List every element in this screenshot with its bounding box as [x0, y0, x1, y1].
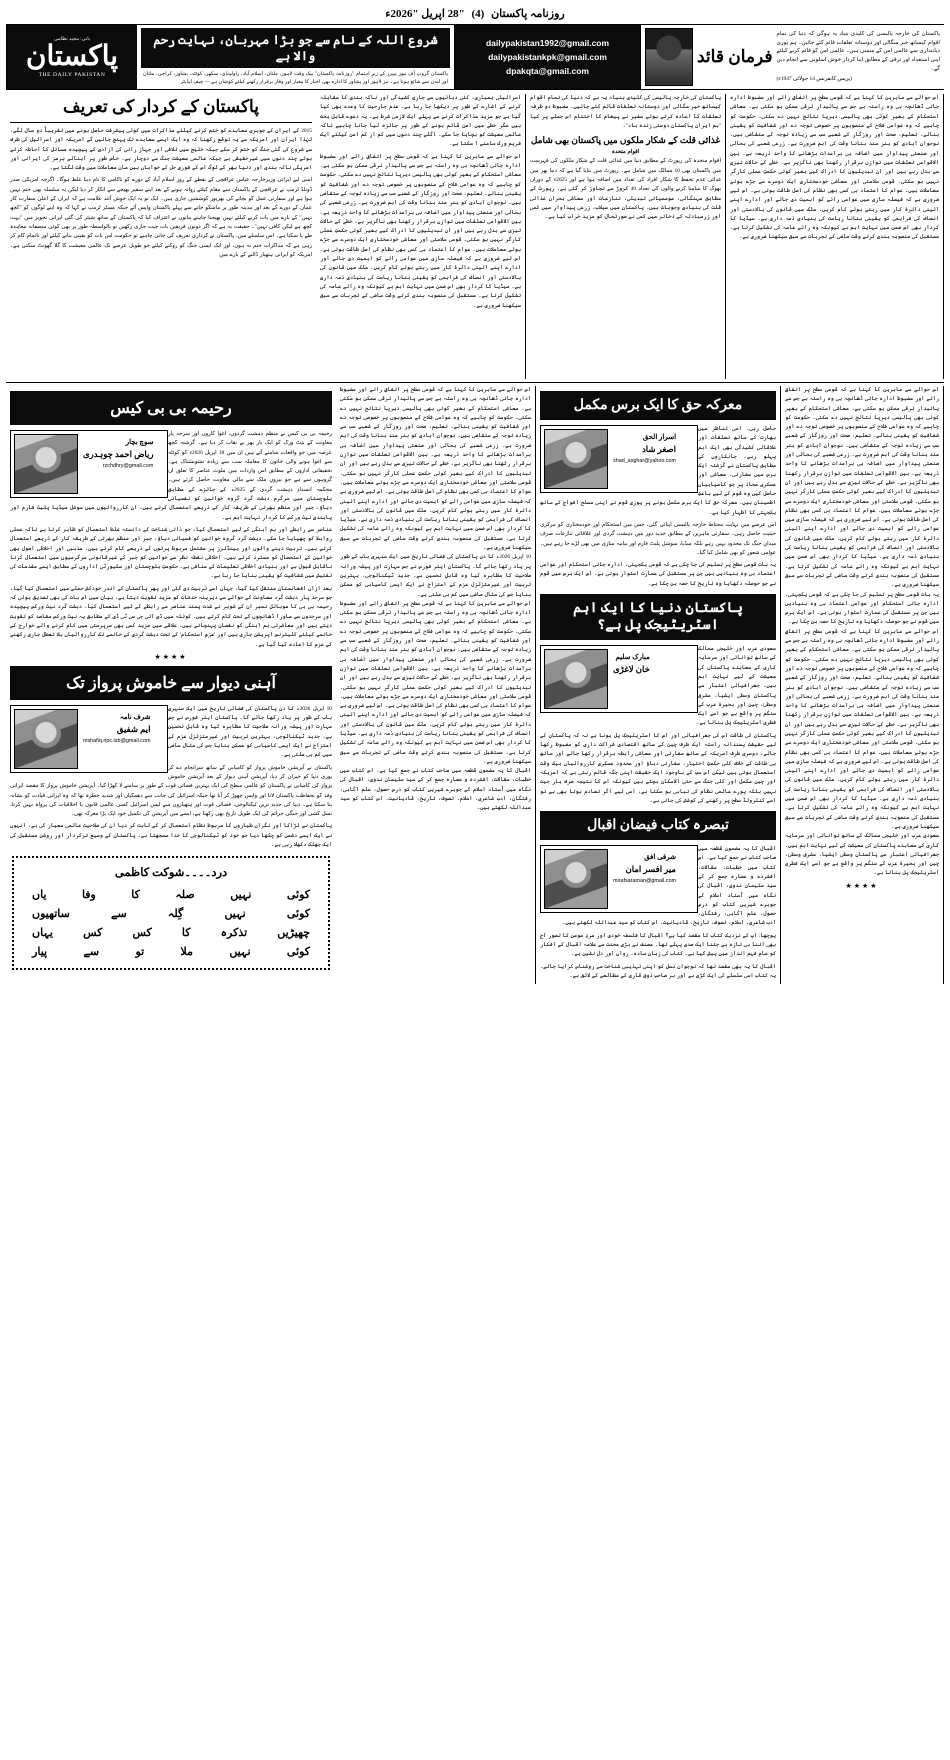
poem-word: گِلہ: [167, 908, 184, 921]
top-column-5: [726, 94, 944, 379]
poem-word: چھیڑیں: [277, 927, 310, 940]
ahani-para-2: پاکستان نے آپریشن خاموش پرواز کو کامیابی کے ساتھ سرانجام دے کر پوری دنیا کو حیران کر دیا، آپریشن آہنی دیوار کے بعد آپریشن خاموش پرواز کی کامیابی نے پاکستان کو عالمی سطح کی ایک بہترین فضائی قوت کے طور پر سامنے لا کھڑا کیا۔ آپریشن خاموش پرواز کا مقصد ایرانی وفد کو بحفاظت پاکستان لانا اور واپس چھوڑ کر آنا تھا جبکہ اسرائیل کی جانب سے دھمکیاں اور شدید خطرہ تھا کہ وہ ایرانی قیادت کو نشانہ بنا سکتا ہے۔ دنیا کی جدید ترین ٹیکنالوجی، فضائی قوت اور ہتھیاروں سے لیس اسرائیل کسی عالمی قانون یا اخلاقیات کی پرواہ نہیں کرتا، نسل کشی اور جنگی جرائم کی ایک طویل تاریخ بھی رکھتا ہے، ایسے میں آپریشن کی تکمیل خود ایک بڑا معرکہ تھی۔: [10, 764, 332, 818]
poem-word: ملا: [180, 946, 193, 959]
masthead-founder: بانی: مجید نظامی: [53, 37, 91, 42]
food-shortage-byline: اقوام متحدہ: [611, 149, 640, 156]
lead-para-2: اسی لیے ایرانی وزیرخارجہ عباس عراقچی کے نقطے کے روز اسلام آباد کے دورے کو ناکامی کا نام دینا غلط ہوگا۔ اگرچہ امریکی صدر ڈونلڈ ٹرمپ نے عراقچی کے پاکستان سے مقام کیلئے روانہ ہونے کے بعد اپنے سفیر بھیجے سے انکار کر دیا لیکن یہ سلسلہ بھی ختم نہیں ہوا ہے اور سفارتی عمل کو بچانے کی بھرپور کوششیں جاری ہیں۔ ایک تو یہ ایک خوش آئند علامت ہے کہ ایران کے اعلیٰ سفارت کار عمان کے دورے کے بعد اور مدینہ طور پر ماسکو جانے سے پہلے پاکستان واپس آئے جبکہ مسٹر ٹرمپ نے کہا کہ وہ اپنے لوگوں کو "کچھ نہیں" کے بارے میں بات کرنے کیلئے نہیں بھیجنا چاہتے مانوں نے اعتراف کیا کہ پاکستان کے ساتھ شیئر کی گئی ایرانی تجویز میں "بہت کچھ ہے لیکن کافی نہیں"۔ حقیقت یہ ہے کہ اگر دونوں فریقین بات چیت جاری رکھیں تو بالواسطہ طور پر بھی کوئی منصفانہ معاہدہ طے پا سکتا ہے۔ اس سلسلے میں، پاکستان نے کرداری تعریف کی جانی چاہیے تو حکومت اس بات کو یقینی بنانے کیلئے اور ناتمام کام کر رہی ہے کہ مذاکرات ختم نہ ہوں، اور ایک ایسی جنگ کو روکنے کیلئے جو طویل عرصے تک عالمی معیشت کا گلا گھونٹ سکتی ہے۔ امریکہ کو ایرانی ہتھیار ڈالنے کے بارے میں: [10, 177, 312, 258]
food-shortage-body: اقوام متحدہ کی رپورٹ کے مطابق دنیا میں غذائی قلت کے شکار ملکوں کی فہرست میں پاکستان بھی 10 ممالک میں شامل ہے۔ رپورٹ میں بتایا گیا ہے کہ دنیا بھر میں غذائی عدم تحفظ کا شکار افراد کی تعداد میں اضافہ ہوا ہے اور 2025ء کے دوران بھوک کا سامنا کرنے والوں کی تعداد 40 کروڑ سے تجاوز کر گئی ہے۔ رپورٹ کے مطابق مہنگائی، موسمیاتی تبدیلی، تنازعات اور معاشی بحران غذائی قلت کی بنیادی وجوہات ہیں۔ پاکستان میں سیلاب، زرعی پیداوار میں کمی اور زرمبادلہ کے ذخائر میں کمی نے صورتحال کو مزید خراب کیا ہے۔: [530, 158, 721, 221]
poem-word: وفا: [81, 889, 96, 902]
poem-word: سے: [111, 908, 127, 921]
author-column-name: شرقی افق: [644, 853, 676, 862]
maarka-para-3: یہ بات قومی سطح پر تسلیم کی جا چکی ہے کہ قومی یکجہتی، ادارہ جاتی استحکام اور عوامی اعتماد ہی وہ بنیادیں ہیں جن پر مستقبل کی عمارت استوار ہوتی ہے۔ اس ایک برس میں قوم نے جو حوصلہ دکھایا وہ تاریخ کا حصہ بن چکا ہے۔: [540, 562, 776, 587]
opinion-column-2-body: اس حوالے سے ماہرین کا کہنا ہے کہ قومی سطح پر اتفاقِ رائے اور مضبوط ادارہ جاتی ڈھانچہ ہی وہ راستہ ہے جس سے پائیدار ترقی ممکن ہو سکتی ہے۔ معاشی استحکام کے بغیر کوئی بھی پالیسی دیرپا نتائج نہیں دے سکتی۔ حکومت کو چاہیے کہ وہ عوامی فلاح کے منصوبوں پر خصوصی توجہ دے اور شفافیت کو یقینی بنائے۔ تعلیم، صحت اور روزگار کے شعبے سب سے زیادہ توجہ کے متقاضی ہیں۔ نوجوان آبادی کو ہنر مند بنانا وقت کی اہم ضرورت ہے۔ زرعی شعبے کی بحالی اور صنعتی پیداوار میں اضافہ ہی برآمدات بڑھانے کا واحد ذریعہ ہے۔ بین الاقوامی تعلقات میں توازن برقرار رکھنا بھی ناگزیر ہے۔ خطے کے حالات تیزی سے بدل رہے ہیں اور ان تبدیلیوں کا ادراک کیے بغیر کوئی حکمتِ عملی کارگر نہیں ہو سکتی۔ قومی سلامتی اور معاشی خودمختاری ایک دوسرے سے جڑے ہوئے معاملات ہیں۔ عوام کا اعتماد ہی کسی بھی نظام کی اصل طاقت ہوتی ہے۔ اس لیے ضروری ہے کہ فیصلہ سازی میں عوامی رائے کو اہمیت دی جائے اور ادارے اپنے آئینی دائرۂ کار میں رہتے ہوئے کام کریں۔ ملک میں قانون کی بالادستی اور انصاف کی فراہمی کو یقینی بنانا ریاست کی بنیادی ذمہ داری ہے۔ میڈیا کا کردار بھی اس ضمن میں نہایت اہم ہے کیونکہ وہ رائے عامہ کی تشکیل کرتا ہے۔ مستقبل کی منصوبہ بندی کرتے وقت ماضی کے تجربات سے سبق سیکھنا ضروری ہے۔: [340, 387, 531, 552]
author-meta: [83, 709, 151, 744]
masthead-emails: [454, 25, 641, 89]
poem-word: صلہ: [175, 889, 195, 902]
email-2[interactable]: dailypakistankpk@gmail.com: [488, 52, 607, 62]
section-divider-1: [6, 382, 944, 383]
author-email[interactable]: shad_asghar@yahoo.com: [613, 458, 677, 464]
top-news-zone: [6, 94, 944, 379]
article-maarka-haq-byline: [540, 425, 698, 493]
top-column-4-body: پاکستان کی خارجہ پالیسی کی کلیدی بنیاد یہ ہے کہ دنیا کی تمام اقوام کیساتھ خیر سگالی اور دوستانہ تعلقات قائم کئے جائیں۔ مضبوط دو طرفہ تعلقات کا اعادہ کرتے ہوئے سفیر نے پیغام کا اختتام اس جملے پر کیا "ہم ایران پاکستان دوستی زندہ باد"۔: [530, 95, 721, 129]
author-name: خان لاغڑی: [613, 664, 650, 675]
top-column-5-body: اس حوالے سے ماہرین کا کہنا ہے کہ قومی سطح پر اتفاقِ رائے اور مضبوط ادارہ جاتی ڈھانچہ ہی وہ راستہ ہے جس سے پائیدار ترقی ممکن ہو سکتی ہے۔ معاشی استحکام کے بغیر کوئی بھی پالیسی دیرپا نتائج نہیں دے سکتی۔ حکومت کو چاہیے کہ وہ عوامی فلاح کے منصوبوں پر خصوصی توجہ دے اور شفافیت کو یقینی بنائے۔ تعلیم، صحت اور روزگار کے شعبے سب سے زیادہ توجہ کے متقاضی ہیں۔ نوجوان آبادی کو ہنر مند بنانا وقت کی اہم ضرورت ہے۔ زرعی شعبے کی بحالی اور صنعتی پیداوار میں اضافہ ہی برآمدات بڑھانے کا واحد ذریعہ ہے۔ بین الاقوامی تعلقات میں توازن برقرار رکھنا بھی ناگزیر ہے۔ خطے کے حالات تیزی سے بدل رہے ہیں اور ان تبدیلیوں کا ادراک کیے بغیر کوئی حکمتِ عملی کارگر نہیں ہو سکتی۔ قومی سلامتی اور معاشی خودمختاری ایک دوسرے سے جڑے ہوئے معاملات ہیں۔ عوام کا اعتماد ہی کسی بھی نظام کی اصل طاقت ہوتی ہے۔ اس لیے ضروری ہے کہ فیصلہ سازی میں عوامی رائے کو اہمیت دی جائے اور ادارے اپنے آئینی دائرۂ کار میں رہتے ہوئے کام کریں۔ ملک میں قانون کی بالادستی اور انصاف کی فراہمی کو یقینی بنانا ریاست کی بنیادی ذمہ داری ہے۔ میڈیا کا کردار بھی اس ضمن میں نہایت اہم ہے کیونکہ وہ رائے عامہ کی تشکیل کرتا ہے۔ مستقبل کی منصوبہ بندی کرتے وقت ماضی کے تجربات سے سبق سیکھنا ضروری ہے۔: [730, 95, 939, 241]
top-column-3-filler: اس حوالے سے ماہرین کا کہنا ہے کہ قومی سطح پر اتفاقِ رائے اور مضبوط ادارہ جاتی ڈھانچہ ہی وہ راستہ ہے جس سے پائیدار ترقی ممکن ہو سکتی ہے۔ معاشی استحکام کے بغیر کوئی بھی پالیسی دیرپا نتائج نہیں دے سکتی۔ حکومت کو چاہیے کہ وہ عوامی فلاح کے منصوبوں پر خصوصی توجہ دے اور شفافیت کو یقینی بنائے۔ تعلیم، صحت اور روزگار کے شعبے سب سے زیادہ توجہ کے متقاضی ہیں۔ نوجوان آبادی کو ہنر مند بنانا وقت کی اہم ضرورت ہے۔ زرعی شعبے کی بحالی اور صنعتی پیداوار میں اضافہ ہی برآمدات بڑھانے کا واحد ذریعہ ہے۔ بین الاقوامی تعلقات میں توازن برقرار رکھنا بھی ناگزیر ہے۔ خطے کے حالات تیزی سے بدل رہے ہیں اور ان تبدیلیوں کا ادراک کیے بغیر کوئی حکمتِ عملی کارگر نہیں ہو سکتی۔ قومی سلامتی اور معاشی خودمختاری ایک دوسرے سے جڑے ہوئے معاملات ہیں۔ عوام کا اعتماد ہی کسی بھی نظام کی اصل طاقت ہوتی ہے۔ اس لیے ضروری ہے کہ فیصلہ سازی میں عوامی رائے کو اہمیت دی جائے اور ادارے اپنے آئینی دائرۂ کار میں رہتے ہوئے کام کریں۔ ملک میں قانون کی بالادستی اور انصاف کی فراہمی کو یقینی بنانا ریاست کی بنیادی ذمہ داری ہے۔ میڈیا کا کردار بھی اس ضمن میں نہایت اہم ہے کیونکہ وہ رائے عامہ کی تشکیل کرتا ہے۔ مستقبل کی منصوبہ بندی کرتے وقت ماضی کے تجربات سے سبق سیکھنا ضروری ہے۔: [319, 153, 521, 309]
opinion-column-3: [536, 386, 781, 984]
poem-word: کوئی: [286, 946, 310, 959]
poem-word: کوئی: [286, 908, 310, 921]
quaid-quote-title: فرمان قائد: [697, 47, 773, 66]
poem-word: پیار: [32, 946, 48, 959]
poem-word: تذکرہ: [220, 927, 248, 940]
top-column-3-body: اسرائیلی بمباری، کئی دہائیوں سے جاری کشیدگی اور ناکہ بندی کا مقابلہ کرنے کے اشارے کے طور پر دیکھا جا رہا ہے۔ عدم جارحیت کا وعدہ بھی کیا گیا ہے جو مزید مذاکرات کرنے سے پہلے ایک لازمی شرط ہے۔ یہ دعوے قابل بحث ہیں مگر خطے میں امن قائم ہونے کے طور پر جائزہ لیا جانا چاہیے تاکہ عالمی معیشت کو بچایا جا سکے۔ اگلے چند دنوں میں کم از کم امن کیلئے ایک فریم ورک سامنے آ سکتا ہے۔: [320, 95, 521, 148]
article-strategic-bridge-headline: پاکستان دنیا کا ایک اہم اسٹریٹیجک پل ہے؟: [540, 594, 776, 640]
faizan-para-2: پوچھا: آپ کے نزدیک کتاب کا مقصد کیا ہے؟ اقبال کا فلسفہ خودی اور مردِ مومن کا تصور آج بھی اتنا ہی تازہ ہے جتنا ایک صدی پہلے تھا۔ مصنف نے بڑی محنت سے علامہ اقبال کے افکار کو عام فہم انداز میں پیش کیا ہے۔ کتاب کی زبان سادہ، رواں اور دل نشین ہے۔: [540, 932, 776, 958]
opinion-zone-upper: [6, 386, 944, 984]
ahani-para-1: 10 اپریل 2026ء کا دن پاکستان کی فضائی تاریخ میں ایک سنہری باب کے طور پر یاد رکھا جائے گا۔ پاکستان ایئر فورس نے جس مہارت اور پیشہ ورانہ صلاحیت کا مظاہرہ کیا وہ قابلِ تحسین ہے۔ جدید ٹیکنالوجی، بہترین تربیت اور غیرمتزلزل عزم کے امتزاج نے ایک ایسی کامیابی کو ممکن بنایا جس کی مثال ماضی میں کم ہی ملتی ہے۔: [168, 705, 332, 759]
poem-word: ساتھیوں: [32, 908, 70, 921]
author-email[interactable]: mirafsaraman@gmail.com: [613, 878, 676, 885]
article-end-stars: ★★★★: [845, 881, 879, 890]
poem-word: تو: [135, 946, 145, 959]
author-photo: [14, 709, 78, 769]
maarka-para-2: اس عرصے میں نہایت محتاط خارجہ پالیسی اپنائی گئی، جس میں استحکام اور خودمختاری کو مرکزی حیثیت حاصل رہی۔ سفارتی ماہرین کے مطابق جدید دور میں دہشت گردی اور علاقائی تنازعات صرف میدانِ جنگ تک محدود نہیں رہے بلکہ میڈیا، سوشل پلیٹ فارم اور بیانیہ سازی میں بھی لڑے جا رہے ہیں۔ عوامی شعور کو بھی شامل کیا گیا۔: [540, 521, 776, 556]
article-rahima-bibi: [6, 386, 336, 984]
author-name: میر افسر امان: [625, 864, 676, 875]
author-meta: [83, 434, 153, 469]
quaid-quote-block: [641, 25, 944, 89]
rahima-para-2: عناصر سے رابطے اور ہم آہنگی کے لیے استعمال کیا، جو ذاتی شناخت کے دانستہ غلط استعمال کو ظاہر کرتا ہے تاکہ عملی روابط کو چھپایا جا سکے۔ دہشت گرد گروہ خواتین کو فسیاتی دباؤ، جبر اور منظم بھرتی کے طریقہ کار کے ذریعے استعمال کرتے ہیں۔ تربیت دینے والوں اور ہینڈلرز پر مشتمل مربوط پرتوں کے ذریعے کام کرتے ہیں۔ مذہبی اور اخلاقی اصول بھی خواتین کے استحصال کو مسترد کرتے ہیں۔ اخلاقی نقطہ نظر سے خواتین کو جبر کے غیرقانونی سرگرمیوں میں استعمال کرنا ناقابل قبول ہے اور بنیادی اخلاقی تعلیمات کے منافی ہے۔ حکومتِ بلوچستان اور سکیورٹی اداروں کے مطابق ایسے مقدمات کی تفتیش میں شفافیت کو یقینی بنایا جا رہا ہے۔: [10, 526, 332, 580]
dateline-page-no: (4): [471, 8, 485, 20]
author-name: ریاض احمد چوہدری: [83, 449, 154, 459]
author-name: اصغر شاد: [642, 444, 677, 454]
poem-line: [24, 885, 318, 904]
author-email[interactable]: mshafiq.npc.isb@gmail.com: [83, 737, 151, 744]
quaid-quote-body: پاکستان کی خارجہ پالیسی کی کلیدی بنیاد یہ ہوگی کہ دنیا کی تمام اقوام کیساتھ خیر سگالی اور دوستانہ تعلقات قائم کئے جائیں۔ ہم پوری دیانتداری سے عالمی امن کے متمنی ہیں۔ عالمی امن کو قائم کرنے کیلئے اپنی استعداد اور ترقی کے مطابق اپنا کردار خوش اسلوبی سے انجام دیں گے۔: [776, 31, 940, 72]
author-email[interactable]: rzchdhry@gmail.com: [102, 463, 154, 469]
email-3[interactable]: dpakqta@gmail.com: [506, 66, 589, 76]
opinion-column-4-body-extra3: سعودی عرب اور خلیجی ممالک کے ساتھ توانائی اور سرمایہ کاری کے معاہدے پاکستان کی معیشت کے لیے نہایت اہم ہیں۔ جغرافیائی اعتبار سے پاکستان وسطی ایشیا، مشرق وسطیٰ، چین اور بحیرۂ عرب کے سنگم پر واقع ہے جو اسے ایک فطری اسٹریٹیجک پل بناتا ہے۔: [785, 833, 939, 877]
article-end-stars: ★★★★: [154, 652, 188, 661]
masthead-urdu-name: پاکستان: [25, 41, 119, 72]
dateline-publication: روزنامہ پاکستان: [491, 8, 565, 20]
opinion-column-4-body-extra: یہ بات قومی سطح پر تسلیم کی جا چکی ہے کہ قومی یکجہتی، ادارہ جاتی استحکام اور عوامی اعتماد ہی وہ بنیادیں ہیں جن پر مستقبل کی عمارت استوار ہوتی ہے۔ اس ایک برس میں قوم نے جو حوصلہ دکھایا وہ تاریخ کا حصہ بن چکا ہے۔: [785, 591, 939, 626]
poem-word: نہیں: [229, 946, 251, 959]
email-1[interactable]: dailypakistan1992@gmail.com: [485, 38, 610, 48]
masthead-logo[interactable]: [6, 25, 137, 89]
poem-word: نہیں: [224, 908, 246, 921]
rahima-para-3: بعد ازاں افغانستان منتقل کیا گیا، جہاں اسے تربیت دی گئی اور پھر پاکستان کے اندر خودکش حملے میں استعمال کیا گیا، جو سرحد پار دہشت گرد معاونت کے حوالے سے دیرینہ خدشات کو مزید تقویت دیتا ہے۔ بیان میں اس بات کی بھی تصدیق ہوئی کہ رحیمہ بی بی کا موبائل نمبر ان کے شوہر نے شدت پسند عناصر سے رابطے کے لیے استعمال کیا۔ دہشت گرد نیٹ ورکس پیچیدہ اور سرحدوں سے ماورا ڈھانچوں کے تحت کام کرتے ہیں۔ کوئٹہ میں ڈی آئی جی سی ٹی ڈی کے مطابق یہ نیٹ ورکس مقاصد کو تقویت دیتے ہیں اور معاشرتی ہم آہنگی کو نقصان پہنچاتے ہیں۔ علاقے میں مزید کسی بھی سرپرستی میں کام کرنے والے خوارج کے خاتمے کیلئے کلیئرنس آپریشن جاری ہیں اور 'عزمِ استحکام' کے تحت دہشت گردی کے خاتمے تک کارروائیاں بلا تعطل جاری رکھنے کے عزم کا اعادہ کیا گیا ہے۔: [10, 585, 332, 648]
author-photo: [544, 429, 608, 489]
author-column-name: شرف نامہ: [119, 712, 151, 721]
opinion-column-2-body-extra2: اس حوالے سے ماہرین کا کہنا ہے کہ قومی سطح پر اتفاقِ رائے اور مضبوط ادارہ جاتی ڈھانچہ ہی وہ راستہ ہے جس سے پائیدار ترقی ممکن ہو سکتی ہے۔ معاشی استحکام کے بغیر کوئی بھی پالیسی دیرپا نتائج نہیں دے سکتی۔ حکومت کو چاہیے کہ وہ عوامی فلاح کے منصوبوں پر خصوصی توجہ دے اور شفافیت کو یقینی بنائے۔ تعلیم، صحت اور روزگار کے شعبے سب سے زیادہ توجہ کے متقاضی ہیں۔ نوجوان آبادی کو ہنر مند بنانا وقت کی اہم ضرورت ہے۔ زرعی شعبے کی بحالی اور صنعتی پیداوار میں اضافہ ہی برآمدات بڑھانے کا واحد ذریعہ ہے۔ بین الاقوامی تعلقات میں توازن برقرار رکھنا بھی ناگزیر ہے۔ خطے کے حالات تیزی سے بدل رہے ہیں اور ان تبدیلیوں کا ادراک کیے بغیر کوئی حکمتِ عملی کارگر نہیں ہو سکتی۔ قومی سلامتی اور معاشی خودمختاری ایک دوسرے سے جڑے ہوئے معاملات ہیں۔ عوام کا اعتماد ہی کسی بھی نظام کی اصل طاقت ہوتی ہے۔ اس لیے ضروری ہے کہ فیصلہ سازی میں عوامی رائے کو اہمیت دی جائے اور ادارے اپنے آئینی دائرۂ کار میں رہتے ہوئے کام کریں۔ ملک میں قانون کی بالادستی اور انصاف کی فراہمی کو یقینی بنانا ریاست کی بنیادی ذمہ داری ہے۔ میڈیا کا کردار بھی اس ضمن میں نہایت اہم ہے کیونکہ وہ رائے عامہ کی تشکیل کرتا ہے۔ مستقبل کی منصوبہ بندی کرتے وقت ماضی کے تجربات سے سبق سیکھنا ضروری ہے۔: [340, 600, 531, 765]
article-maarka-haq-headline: معرکہ حق کا ایک برس مکمل: [540, 391, 776, 420]
poem-box: [12, 856, 330, 970]
opinion-column-2: [336, 386, 536, 984]
dateline-date: "28 اپریل "2026ء: [385, 8, 465, 20]
author-meta: [613, 429, 676, 464]
poem-line: [24, 923, 318, 942]
poem-line: [24, 904, 318, 923]
author-meta: [613, 649, 650, 675]
article-faizan-iqbal-byline: [540, 845, 698, 913]
bridge-para-2: پاکستان کی طاقت اس کی جغرافیائی اور اس کا اسٹریٹیجک پل ہونا ہے نہ کہ پاکستان کے لیے حقیقت پسندانہ راستہ ایک طرف چین کے ساتھ اقتصادی شراکت داری کو مضبوط رکھا جائے، دوسری طرف امریکہ کے ساتھ سفارتی اور معاشی رابطہ برقرار رکھا جائے اور ساتھ ہی طاقت کے خلاف کلی حکمتِ اختیار، سفارتی دباؤ اور محدود عسکری کارروائیاں بیک وقت استعمال ہوتی ہیں لیکن اس سب کے باوجود ایک حقیقت اپنی جگہ قائم رہتی ہے کہ امریکہ اور چین مکمل اور کلی جنگ سے حتی الامکان بچتے ہیں کیونکہ اس کا نتیجہ صرف ہار جیت نہیں بلکہ پورے عالمی نظام کی تباہی ہو سکتا ہے، اسی لیے اگر تصادم ہوتا بھی ہے تو اسے کنٹرولڈ سطح پر رکھنے کی کوشش کی جاتی ہے۔: [540, 732, 776, 804]
poem-word: یہاں: [32, 927, 53, 940]
faizan-para-3: اقبال کا یہ بھی مقصد تھا کہ نوجوان نسل کو اپنی تہذیبی شناخت سے روشناس کرایا جائے۔ یہ کتاب اسی سلسلے کی ایک کڑی ہے اور ہر صاحبِ ذوق قاری کے مطالعے کے لائق ہے۔: [540, 963, 776, 979]
masthead-english-name: THE DAILY PAKISTAN: [38, 72, 106, 78]
poem-word: یاں: [32, 889, 47, 902]
author-column-name: اسرار الحق: [642, 433, 677, 441]
ahani-para-3: پاکستان نے لڑاکا اور نگران طیاروں کا مربوط نظام استعمال کر کے ثابت کر دیا ان کی صلاحیت عالمی معیار کی ہے، انہوں نے ایک ایسے دشمن کو چکھا دیا جو خود کو ٹیکنالوجی کا خدا سمجھتا ہے۔ پاکستان کے وسیع ترکردار اور روشن مستقبل کی ایک جھلک دکھلا رہی ہے۔: [10, 823, 332, 848]
opinion-column-4-body: اس حوالے سے ماہرین کا کہنا ہے کہ قومی سطح پر اتفاقِ رائے اور مضبوط ادارہ جاتی ڈھانچہ ہی وہ راستہ ہے جس سے پائیدار ترقی ممکن ہو سکتی ہے۔ معاشی استحکام کے بغیر کوئی بھی پالیسی دیرپا نتائج نہیں دے سکتی۔ حکومت کو چاہیے کہ وہ عوامی فلاح کے منصوبوں پر خصوصی توجہ دے اور شفافیت کو یقینی بنائے۔ تعلیم، صحت اور روزگار کے شعبے سب سے زیادہ توجہ کے متقاضی ہیں۔ نوجوان آبادی کو ہنر مند بنانا وقت کی اہم ضرورت ہے۔ زرعی شعبے کی بحالی اور صنعتی پیداوار میں اضافہ ہی برآمدات بڑھانے کا واحد ذریعہ ہے۔ بین الاقوامی تعلقات میں توازن برقرار رکھنا بھی ناگزیر ہے۔ خطے کے حالات تیزی سے بدل رہے ہیں اور ان تبدیلیوں کا ادراک کیے بغیر کوئی حکمتِ عملی کارگر نہیں ہو سکتی۔ قومی سلامتی اور معاشی خودمختاری ایک دوسرے سے جڑے ہوئے معاملات ہیں۔ عوام کا اعتماد ہی کسی بھی نظام کی اصل طاقت ہوتی ہے۔ اس لیے ضروری ہے کہ فیصلہ سازی میں عوامی رائے کو اہمیت دی جائے اور ادارے اپنے آئینی دائرۂ کار میں رہتے ہوئے کام کریں۔ ملک میں قانون کی بالادستی اور انصاف کی فراہمی کو یقینی بنانا ریاست کی بنیادی ذمہ داری ہے۔ میڈیا کا کردار بھی اس ضمن میں نہایت اہم ہے کیونکہ وہ رائے عامہ کی تشکیل کرتا ہے۔ مستقبل کی منصوبہ بندی کرتے وقت ماضی کے تجربات سے سبق سیکھنا ضروری ہے۔: [785, 387, 939, 589]
lead-article-title: پاکستان کے کردار کی تعریف: [10, 94, 312, 123]
lead-para-1: 2015 کے ایران کے جوہری معاہدے کو ختم کرنے کیلئے مذاکرات میں کوئی پیشرفت حاصل ہونے میں تقریباً دو سال لگے۔ لہٰذا ایران اور امریکہ سے یہ توقع رکھنا کہ وہ ایک ایسے معاہدے تک پہنچ جائیں گے امریکہ اور اسرائیل کی طرف سے شروع کی گئی جنگ کو ختم کر سکے جبکہ خلیج میں تلافی اور جہاز رانی کی آزادی کے پیچیدہ مسائل کا احاطہ کرتے ہوئے چند دنوں میں غیرحقیقی ہے جبکہ عالمی معیشت جنگ سے دوچار ہے۔ خاص طور پر آبنائے ہرمز کی ایرانی اور امریکی ناکہ بندی اور دنیا بھر کے لوگ اس کے فوری حل کے خواہاں ہیں مان معاملات میں وقت لگتا ہے۔: [10, 128, 312, 172]
opinion-column-2-body-extra: 10 اپریل 2026ء کا دن پاکستان کی فضائی تاریخ میں ایک سنہری باب کے طور پر یاد رکھا جائے گا۔ پاکستان ایئر فورس نے جس مہارت اور پیشہ ورانہ صلاحیت کا مظاہرہ کیا وہ قابلِ تحسین ہے۔ جدید ٹیکنالوجی، بہترین تربیت اور غیرمتزلزل عزم کے امتزاج نے ایک ایسی کامیابی کو ممکن بنایا جس کی مثال ماضی میں کم ہی ملتی ہے۔: [340, 554, 531, 598]
food-shortage-headline: غذائی قلت کے شکار ملکوں میں پاکستان بھی شامل: [530, 135, 721, 146]
poem-word: کوئی: [286, 889, 310, 902]
masthead-imprint-note: پاکستان گروپ آف نیوز پیپرز کے زیرِ اہتمام "روزنامہ پاکستان" بیک وقت لاہور، ملتان، اسلام آباد، راولپنڈی، سکھر، کوئٹہ، پشاور، کراچی، ملتان اور لندن سے شائع ہوتا ہے۔ نیز لاہور اور پشاور کا ادارہ بھی اخبار کا معیار اور وقار برقرار رکھنے کیلئے کوشاں ہے — چیف ایڈیٹر: [143, 70, 448, 85]
opinion-column-4: [781, 386, 944, 984]
poem-word: نہیں: [230, 889, 252, 902]
maarka-para-1: حاصل رہی۔ اسی تناظر میں بھارت کے ساتھ تعلقات اور علاقائی کشیدگی بھی ایک اہم پہلو رہے۔ جانکاروں کے مطابق پاکستان نے گزشتہ ایک برس میں سفارتی، معاشی اور عسکری محاذ پر جو کامیابیاں حاصل کیں وہ قوم کے لیے باعثِ اطمینان ہیں۔ معرکہ حق کا ایک برس مکمل ہونے پر پوری قوم نے اپنی مسلح افواج کے ساتھ یکجہتی کا اظہار کیا ہے۔: [540, 426, 776, 516]
author-column-name: مبارک سلیم: [615, 653, 650, 662]
article-ahani-deewar-headline: آہنی دیوار سے خاموش پرواز تک: [10, 666, 332, 700]
author-name: ایم شفیق: [116, 723, 151, 734]
article-strategic-bridge-byline: [540, 645, 698, 713]
opinion-column-4-body-extra2: اس حوالے سے ماہرین کا کہنا ہے کہ قومی سطح پر اتفاقِ رائے اور مضبوط ادارہ جاتی ڈھانچہ ہی وہ راستہ ہے جس سے پائیدار ترقی ممکن ہو سکتی ہے۔ معاشی استحکام کے بغیر کوئی بھی پالیسی دیرپا نتائج نہیں دے سکتی۔ حکومت کو چاہیے کہ وہ عوامی فلاح کے منصوبوں پر خصوصی توجہ دے اور شفافیت کو یقینی بنائے۔ تعلیم، صحت اور روزگار کے شعبے سب سے زیادہ توجہ کے متقاضی ہیں۔ نوجوان آبادی کو ہنر مند بنانا وقت کی اہم ضرورت ہے۔ زرعی شعبے کی بحالی اور صنعتی پیداوار میں اضافہ ہی برآمدات بڑھانے کا واحد ذریعہ ہے۔ بین الاقوامی تعلقات میں توازن برقرار رکھنا بھی ناگزیر ہے۔ خطے کے حالات تیزی سے بدل رہے ہیں اور ان تبدیلیوں کا ادراک کیے بغیر کوئی حکمتِ عملی کارگر نہیں ہو سکتی۔ قومی سلامتی اور معاشی خودمختاری ایک دوسرے سے جڑے ہوئے معاملات ہیں۔ عوام کا اعتماد ہی کسی بھی نظام کی اصل طاقت ہوتی ہے۔ اس لیے ضروری ہے کہ فیصلہ سازی میں عوامی رائے کو اہمیت دی جائے اور ادارے اپنے آئینی دائرۂ کار میں رہتے ہوئے کام کریں۔ ملک میں قانون کی بالادستی اور انصاف کی فراہمی کو یقینی بنانا ریاست کی بنیادی ذمہ داری ہے۔ میڈیا کا کردار بھی اس ضمن میں نہایت اہم ہے کیونکہ وہ رائے عامہ کی تشکیل کرتا ہے۔ مستقبل کی منصوبہ بندی کرتے وقت ماضی کے تجربات سے سبق سیکھنا ضروری ہے۔: [785, 628, 939, 830]
masthead-bismillah-block: [137, 25, 454, 89]
masthead: [6, 24, 944, 90]
author-column-name: سوچ بچار: [125, 438, 154, 446]
author-photo: [14, 434, 78, 494]
bridge-para-1: سعودی عرب اور خلیجی ممالک کے ساتھ توانائی اور سرمایہ کاری کے معاہدے پاکستان کی معیشت کے لیے نہایت اہم ہیں۔ جغرافیائی اعتبار سے پاکستان وسطی ایشیا، مشرق وسطیٰ، چین اور بحیرۂ عرب کے سنگم پر واقع ہے جو اسے ایک فطری اسٹریٹیجک پل بناتا ہے۔: [696, 646, 776, 727]
quaid-quote-source: (پریس کانفرنس 14 جولائی 1947ء): [776, 76, 853, 83]
opinion-column-2-body-extra3: اقبال کا یہ مضمون قطعہ میں صاحب کتاب نے جمع کیا ہے۔ اس کتاب میں خطبات، مقالات، افشردہ و عصارہ جمع کر کے سید سلیمان ندوی، اقبال کی نگاہ میں اُستاد اسلام کے جوہرے شیریں کتاب کو درس حصول، علم آگاہی، رفتگان، ادب شاعری، اسلام، تصوف، تاریخ، قادیانیت۔ اس کتاب کو سید عبداللہ لکھتے ہیں۔: [340, 768, 531, 812]
dateline: [6, 4, 944, 24]
poem-word: سے: [83, 946, 100, 959]
poem-word: کا: [131, 889, 140, 902]
lead-article: [6, 94, 316, 379]
quaid-portrait: [645, 28, 693, 86]
author-photo: [544, 849, 608, 909]
article-rahima-bibi-headline: رحیمہ بی بی کیس: [10, 391, 332, 425]
lead-article-body: [10, 127, 312, 260]
article-faizan-iqbal-headline: تبصرہ کتاب فیضان اقبال: [540, 811, 776, 840]
bismillah-text: شروع اللہ کے نام سے جو بڑا مہربان، نہایت رحم والا ہے: [141, 28, 450, 68]
article-ahani-deewar-byline: [10, 705, 168, 773]
top-column-4: [526, 94, 726, 379]
quaid-quote-text: [777, 30, 941, 84]
author-meta: [613, 849, 676, 884]
poem-word: کس: [83, 927, 103, 940]
poem-word: کا: [181, 927, 191, 940]
rahima-para-1: رحیمہ بی بی کیس نے منظم دہشت گردوں، اغوا کاروں اور سرحد پار معاونت کے نیٹ ورک کو ایک بار پھر بے نقاب کر دیا ہے۔ گزشتہ کچھ عرصہ میں جو واقعات سامنے آئے ہیں ان میں 18 اپریل 2026ء کو کوئٹہ سے اغوا ہونے والی خاتون کا معاملہ سب سے زیادہ تشویشناک ہے۔ تحقیقاتی اداروں کے مطابق اس واردات میں ملوث عناصر کا تعلق ان گروہوں سے ہے جو بیرونِ ملک سے مالی معاونت حاصل کرتے ہیں۔ محکمہ انسدادِ دہشت گردی کے 2025ء کے جائزے کے مطابق بلوچستان میں سرگرم دہشت گرد گروہ خواتین کو نفسیاتی دباؤ، جبر اور منظم بھرتی کے طریقہ کار کے ذریعے استعمال کرتے ہیں۔ ان کارروائیوں میں سوشل میڈیا پلیٹ فارم اور پابندی نیٹ ورکس کا کردار نہایت اہم ہے۔: [10, 431, 332, 521]
author-photo: [544, 649, 608, 709]
faizan-para-1: اقبال کا یہ مضمون قطعہ میں صاحب کتاب نے جمع کیا ہے۔ اس کتاب میں خطبات، مقالات، افشردہ و عصارہ جمع کر کے سید سلیمان ندوی، اقبال کی نگاہ میں اُستاد اسلام کے جوہرے شیریں کتاب کو درس حصول، علم آگاہی، رفتگان، ادب شاعری، اسلام، تصوف، تاریخ، قادیانیت۔ اس کتاب کو سید عبداللہ لکھتے ہیں۔: [562, 846, 776, 927]
poem-word: کس: [132, 927, 152, 940]
poem-title: درد۔۔۔۔شوکت کاظمی: [114, 867, 228, 880]
article-rahima-bibi-byline: [10, 430, 168, 498]
top-column-3: [316, 94, 526, 379]
poem-line: [24, 942, 318, 961]
